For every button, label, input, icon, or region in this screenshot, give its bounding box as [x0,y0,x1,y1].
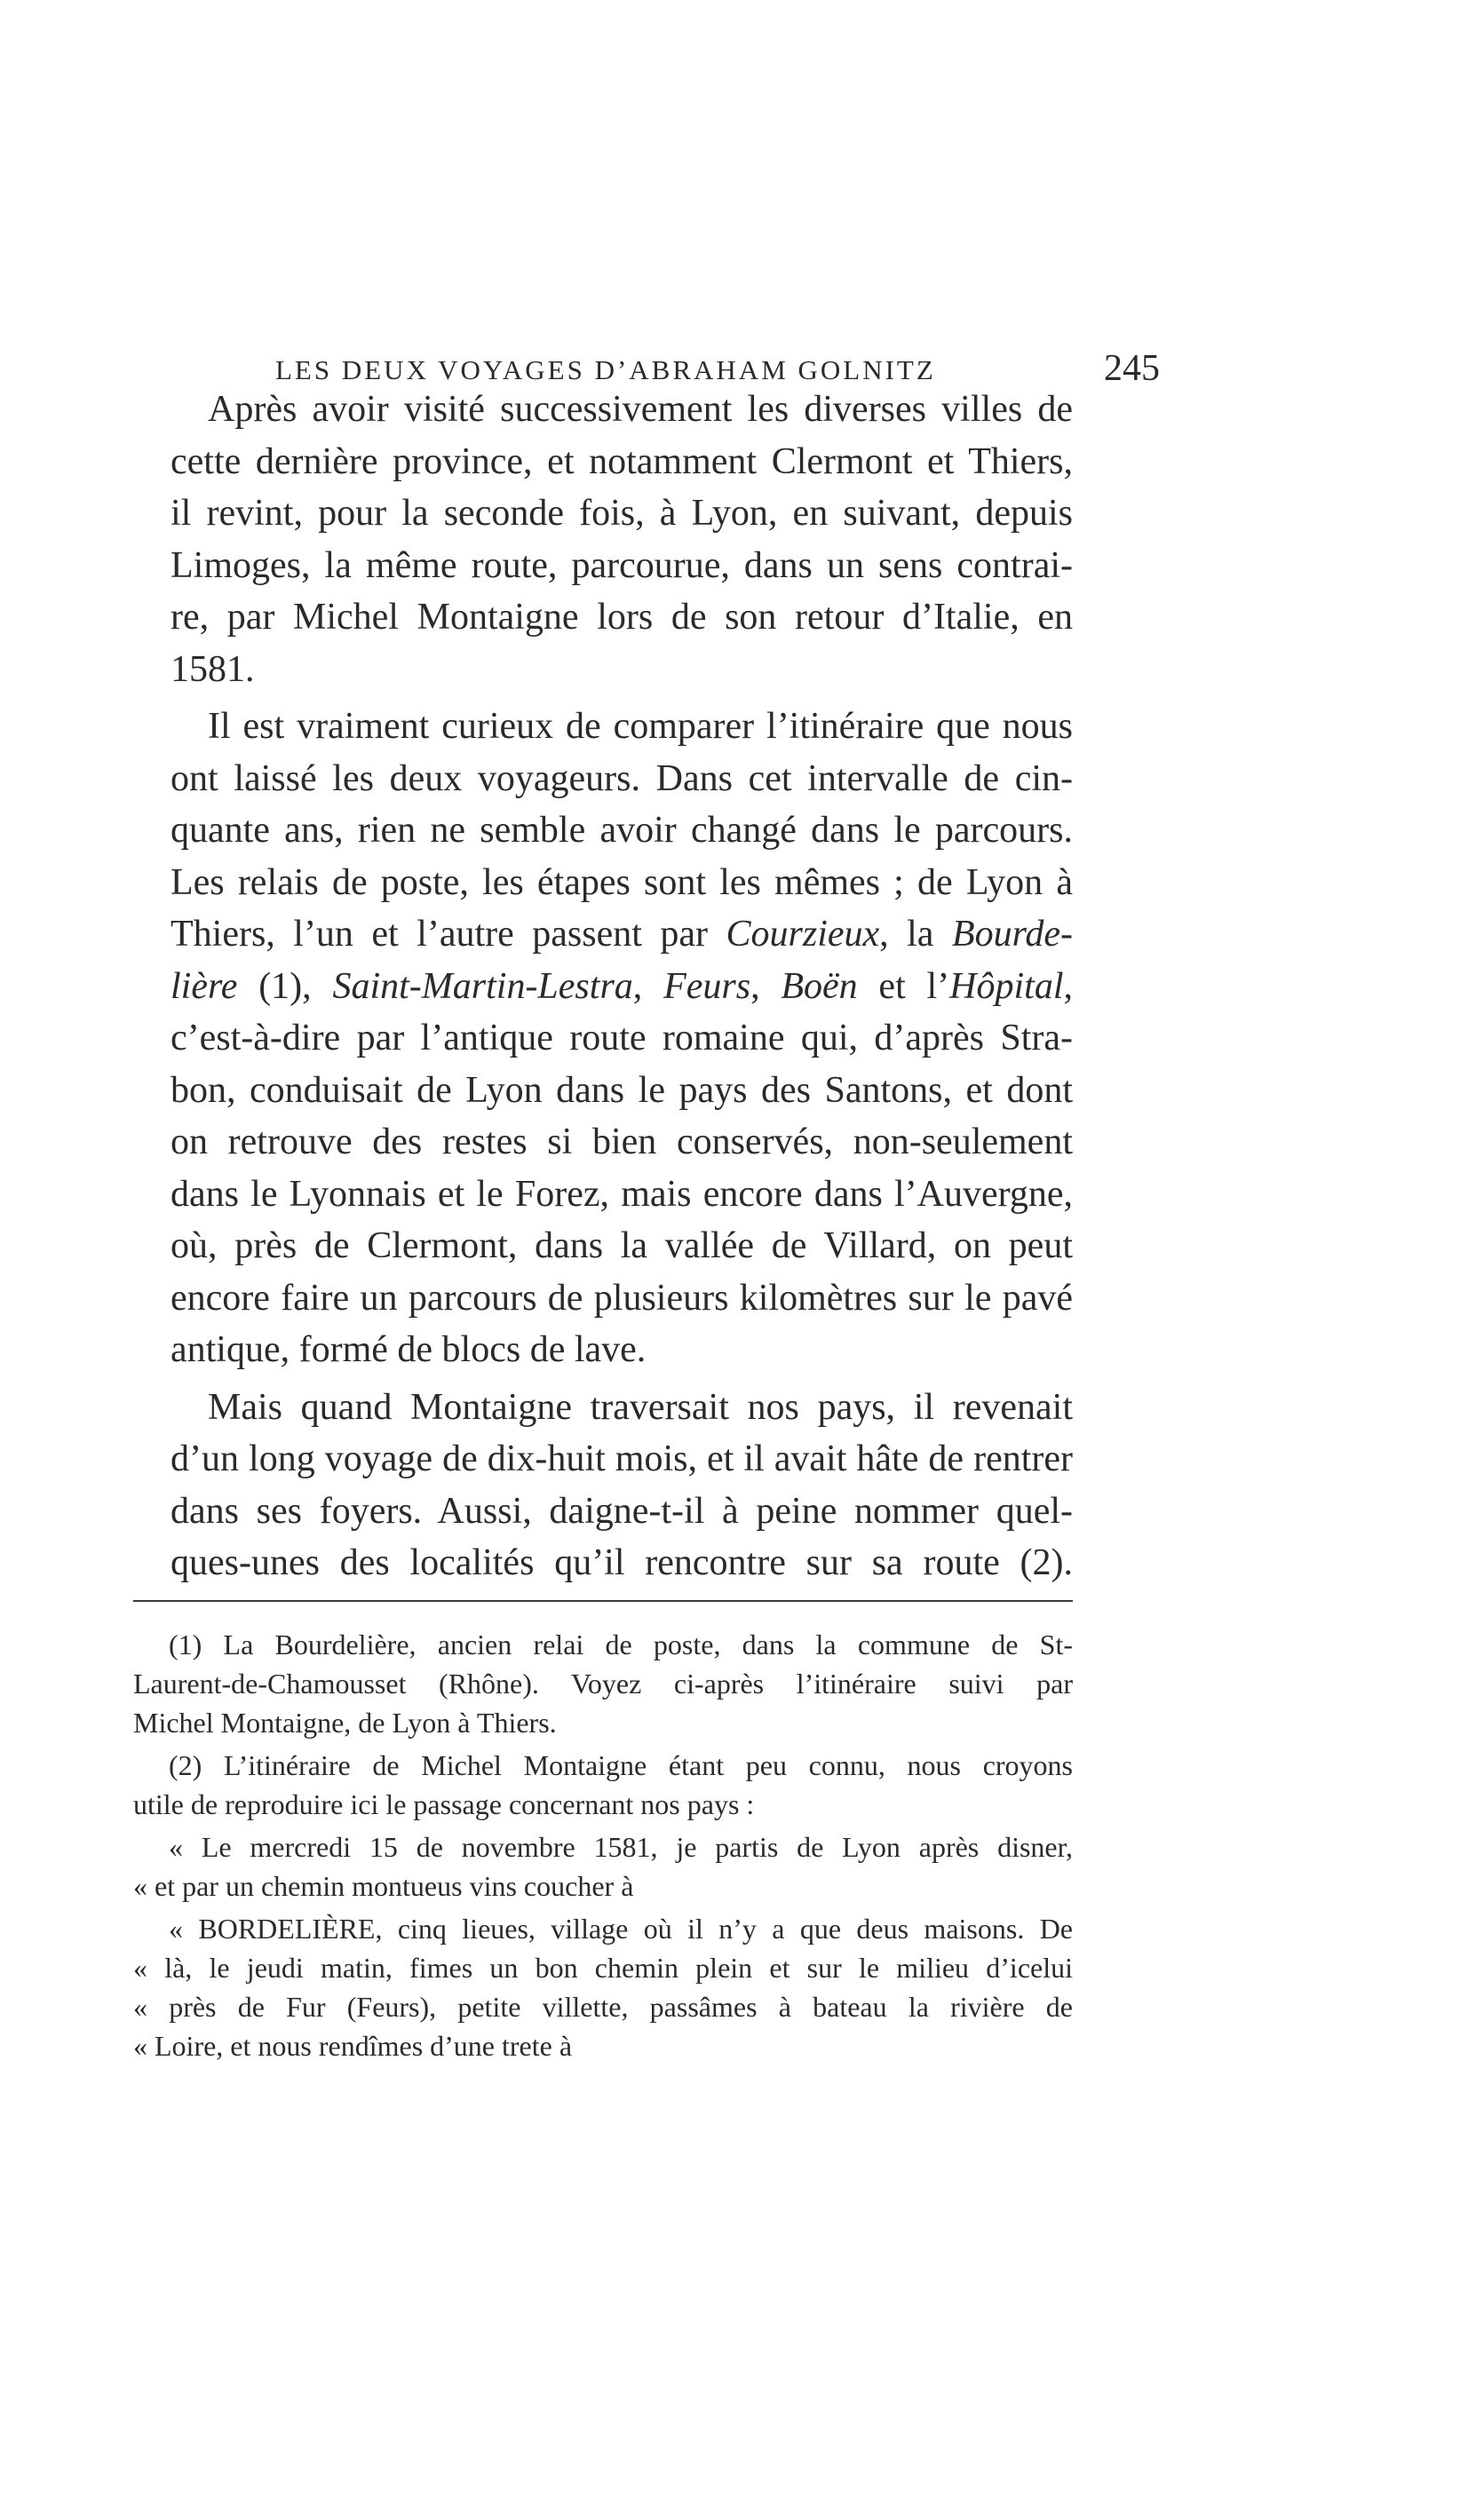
text-line: bon, conduisait de Lyon dans le pays des Santons, et dont [171,1069,1073,1111]
text-line: ques-unes des localités qu’il rencontre sur sa route (2). [171,1542,1073,1583]
footnote-quote-2 [133,1909,1073,2065]
place-feurs: Feurs [663,965,751,1007]
place-st-martin: Saint-Martin-Lestra [332,965,633,1007]
footnote-quote-1 [133,1827,1073,1906]
place-courzieux: Courzieux [726,914,880,955]
text-line: cette dernière province, et notamment Clermont et Thiers, [171,440,1073,482]
text-line: Il est vraiment curieux de comparer l’itinéraire que nous [208,706,1073,747]
footnote-line: « BORDELIÈRE, cinq lieues, village où il n’y a que deus maisons. De [169,1913,1073,1945]
place-bourdeliere: Bourde- [951,914,1073,955]
footnote-line: Laurent-de-Chamousset (Rhône). Voyez ci-après l’itinéraire suivi par [133,1668,1073,1700]
footnote-line: « près de Fur (Feurs), petite villette, passâmes à bateau la rivière de [133,1991,1073,2023]
text-line: Les relais de poste, les étapes sont les mêmes ; de Lyon à [171,861,1073,903]
text-line: dans le Lyonnais et le Forez, mais encore dans l’Auvergne, [171,1173,1073,1215]
text-line-with-italics: lière (1), Saint-Martin-Lestra, Feurs, Boën et l’Hôpital, [171,965,1074,1007]
text-line: ont laissé les deux voyageurs. Dans cet intervalle de cin- [171,757,1073,799]
footnote-line: « Le mercredi 15 de novembre 1581, je partis de Lyon après disner, [169,1831,1073,1863]
text-line: Limoges, la même route, parcourue, dans un sens contrai- [171,544,1073,586]
footnote-line: « et par un chemin montueus vins coucher à [133,1870,634,1902]
paragraph-2 [133,701,1073,1376]
text-line: d’un long voyage de dix-huit mois, et il avait hâte de rentrer [171,1438,1073,1479]
footnote-line: (2) L’itinéraire de Michel Montaigne étant peu connu, nous croyons [169,1749,1073,1781]
place-hopital: Hôpital [949,965,1064,1007]
text-line: dans ses foyers. Aussi, daigne-t-il à peine nommer quel- [171,1490,1073,1532]
footnote-line: « là, le jeudi matin, fimes un bon chemin plein et sur le milieu d’icelui [133,1952,1073,1984]
page-number: 245 [1104,348,1160,389]
footnote-separator [133,1600,1073,1602]
text-line: Mais quand Montaigne traversait nos pays, il revenait [208,1386,1073,1428]
text-line: 1581. [171,648,255,690]
footnote-2 [133,1746,1073,1824]
footnote-line: « Loire, et nous rendîmes d’une trete à [133,2030,573,2062]
text-line-with-italics: Thiers, l’un et l’autre passent par Courzieux, la Bourde- [171,914,1073,955]
place-bourdeliere-cont: lière [171,965,238,1007]
text-line: il revint, pour la seconde fois, à Lyon, en suivant, depuis [171,493,1073,534]
paragraph-3 [133,1382,1073,1589]
footnote-line: Michel Montaigne, de Lyon à Thiers. [133,1707,557,1739]
text-line: quante ans, rien ne semble avoir changé dans le parcours. [171,810,1073,851]
text-line: re, par Michel Montaigne lors de son retour d’Italie, en [171,597,1073,638]
text-line: encore faire un parcours de plusieurs kilomètres sur le pavé [171,1277,1073,1319]
footnote-line: (1) La Bourdelière, ancien relai de poste, dans la commune de St- [169,1628,1073,1660]
footnote-line: utile de reproduire ici le passage concernant nos pays : [133,1788,755,1820]
footnotes [133,1625,1073,2069]
paragraph-1 [133,384,1073,695]
text-line: on retrouve des restes si bien conservés, non-seulement [171,1121,1073,1162]
text-line: Après avoir visité successivement les diverses villes de [208,389,1073,430]
text-line: antique, formé de blocs de lave. [171,1329,647,1370]
main-text [133,384,1073,1595]
footnote-1 [133,1625,1073,1742]
text-line: où, près de Clermont, dans la vallée de Villard, on peut [171,1225,1073,1266]
running-title: LES DEUX VOYAGES D’ABRAHAM GOLNITZ [275,354,936,385]
text-line: c’est-à-dire par l’antique route romaine qui, d’après Stra- [171,1018,1073,1058]
place-boen: Boën [781,965,858,1007]
